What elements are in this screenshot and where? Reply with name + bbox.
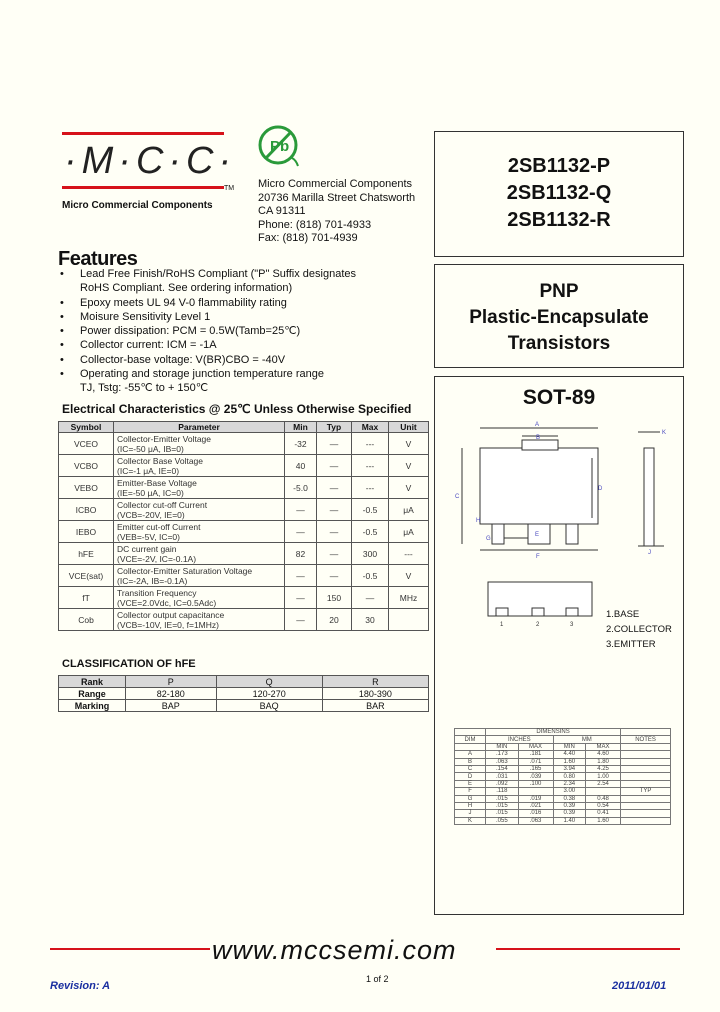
ec-col-header: Parameter [114,422,285,433]
logo-bottom-bar [62,186,224,189]
footer-top-bar [50,948,210,950]
ec-row [59,433,429,455]
classification-table [58,675,429,712]
ec-symbol: hFE [59,543,114,565]
ec-max: -0.5 [352,499,389,521]
ec-max: — [352,587,389,609]
ec-max: 30 [352,609,389,631]
dim-cell: .181 [518,751,553,758]
bullet: • [60,268,64,280]
dim-cell [621,795,671,802]
dim-cell: .021 [518,802,553,809]
ec-typ: — [317,499,352,521]
ec-unit: V [389,477,429,499]
dim-cell [586,788,621,795]
dim-header: NOTES [621,736,671,743]
ec-parameter-name: Emitter-Base Voltage [117,477,197,488]
ec-symbol: ICBO [59,499,114,521]
description-line: Transistors [507,333,611,354]
dim-cell: .019 [518,795,553,802]
feature-text: Collector current: ICM = -1A [80,339,217,352]
bullet: • [60,339,64,352]
ec-min: — [285,609,317,631]
description-line: Plastic-Encapsulate [469,307,649,328]
classification-key: Marking [59,700,126,712]
dim-cell: 0.48 [586,795,621,802]
dim-label: D [598,486,603,492]
ec-row [59,565,429,587]
dim-cell: 1.40 [553,817,585,824]
classification-value: Q [216,676,322,688]
dim-cell: .092 [486,780,518,787]
ec-parameter-name: Collector cut-off Current [117,499,208,510]
dim-cell: C [455,765,486,772]
dim-cell: 2.54 [586,780,621,787]
dim-cell: .015 [486,810,518,817]
dim-cell: 0.39 [553,810,585,817]
dim-cell: 0.38 [553,795,585,802]
ec-parameter [114,499,285,521]
ec-parameter-name: Collector output capacitance [117,609,225,620]
dim-cell: .016 [518,810,553,817]
ec-unit: MHz [389,587,429,609]
dim-label: G [486,536,491,542]
ec-col-header: Symbol [59,422,114,433]
classification-value: BAP [126,700,217,712]
dim-row [455,758,671,765]
classification-value: R [322,676,428,688]
bullet: • [60,368,64,381]
dim-cell: .154 [486,765,518,772]
lead-free-badge-icon [258,124,302,168]
dim-cell: .031 [486,773,518,780]
dim-cell: .015 [486,802,518,809]
feature-item [60,296,440,310]
dim-table-title: DIMENSINS [486,729,621,736]
feature-text: Moisure Sensitivity Level 1 [80,310,211,323]
ec-parameter [114,455,285,477]
dim-label: B [536,435,541,441]
ec-parameter-name: DC current gain [117,543,177,554]
ec-parameter-condition: (IC=-50 μA, IB=0) [117,443,184,454]
dim-row [455,751,671,758]
dim-cell: 4.60 [586,751,621,758]
dim-cell: J [455,810,486,817]
bullet: • [60,353,64,366]
package-title: SOT-89 [522,386,596,409]
logo-company-name: Micro Commercial Components [62,200,213,211]
ec-min: -32 [285,433,317,455]
dim-cell: 4.25 [586,765,621,772]
address-fax: Fax: (818) 701-4939 [258,232,358,244]
ec-max: --- [352,433,389,455]
ec-symbol: Cob [59,609,114,631]
address-line: CA 91311 [258,205,306,217]
dim-cell: .100 [518,780,553,787]
part-number-box [434,131,684,257]
ec-parameter [114,543,285,565]
pin-label: 1.BASE [606,609,640,620]
dim-cell: .071 [518,758,553,765]
dim-row [455,765,671,772]
dim-cell: D [455,773,486,780]
ec-parameter [114,609,285,631]
address-phone: Phone: (818) 701-4933 [258,218,372,231]
dim-row [455,780,671,787]
feature-item [60,367,440,381]
feature-item [60,338,440,352]
dim-cell: .063 [518,817,553,824]
ec-min: 40 [285,455,317,477]
dim-subheader: MAX [518,743,553,750]
ec-typ: — [317,543,352,565]
logo-top-bar [62,132,224,135]
dim-label: C [455,494,460,500]
pin-number: 3 [570,622,574,628]
dim-cell [621,780,671,787]
dim-cell [621,751,671,758]
footer-bottom-bar [496,948,680,950]
feature-text: Collector-base voltage: V(BR)CBO = -40V [80,353,286,366]
dim-cell [621,765,671,772]
dim-cell: 1.80 [586,758,621,765]
feature-item [60,381,440,395]
feature-item [60,267,440,281]
feature-text: Power dissipation: PCM = 0.5W(Tamb=25℃) [80,325,301,338]
ec-max: -0.5 [352,565,389,587]
ec-min: — [285,499,317,521]
ec-symbol: VEBO [59,477,114,499]
dim-cell: .039 [518,773,553,780]
dim-cell [518,788,553,795]
feature-item [60,310,440,324]
dim-row [455,810,671,817]
dim-cell [621,758,671,765]
ec-parameter-condition: (IE=-50 μA, IC=0) [117,487,184,498]
ec-parameter-condition: (VCB=-20V, IE=0) [117,509,185,520]
dim-row [455,817,671,824]
dim-cell: 3.00 [553,788,585,795]
ec-row [59,455,429,477]
ec-row [59,521,429,543]
ec-min: -5.0 [285,477,317,499]
ec-col-header: Unit [389,422,429,433]
classification-row [59,700,429,712]
ec-parameter-name: Collector-Emitter Voltage [117,433,212,444]
dimensions-table [454,728,671,825]
classification-value: 120-270 [216,688,322,700]
ec-row [59,609,429,631]
ec-heading: Electrical Characteristics @ 25℃ Unless Otherwise Specified [62,402,412,416]
dim-cell: 0.39 [553,802,585,809]
pin-number: 1 [500,622,504,628]
ec-typ: 20 [317,609,352,631]
ec-parameter [114,587,285,609]
ec-parameter-condition: (VCE=-2V, IC=-0.1A) [117,553,197,564]
dim-cell: G [455,795,486,802]
features-heading: Features [58,248,138,270]
ec-min: — [285,565,317,587]
dim-cell: 1.60 [553,758,585,765]
revision-label: Revision: A [50,980,111,992]
feature-item [60,353,440,367]
dim-cell [621,817,671,824]
classification-key: Range [59,688,126,700]
ec-parameter [114,565,285,587]
dim-cell [621,802,671,809]
ec-parameter-condition: (IC=-1 μA, IE=0) [117,465,180,476]
dim-row [455,788,671,795]
classification-row [59,676,429,688]
pin-number: 2 [536,622,540,628]
feature-text: Lead Free Finish/RoHS Compliant ("P" Suffix designates [80,268,357,280]
ec-max: 300 [352,543,389,565]
ec-unit: μA [389,499,429,521]
revision-date: 2011/01/01 [612,980,667,992]
dim-cell: .173 [486,751,518,758]
dim-cell: 0.54 [586,802,621,809]
dim-header: MM [553,736,620,743]
ec-typ: — [317,433,352,455]
dim-cell: 2.34 [553,780,585,787]
feature-text: TJ, Tstg: -55℃ to + 150℃ [80,382,209,395]
classification-value: 82-180 [126,688,217,700]
pin-label: 2.COLLECTOR [606,624,672,635]
ec-min: — [285,587,317,609]
ec-parameter-name: Collector Base Voltage [117,455,203,466]
dim-label: K [662,430,667,436]
dim-label: H [476,518,481,524]
classification-heading: CLASSIFICATION OF hFE [62,658,196,670]
ec-unit: V [389,565,429,587]
classification-value: P [126,676,217,688]
ec-row [59,477,429,499]
dim-row [455,802,671,809]
classification-value: BAR [322,700,428,712]
ec-parameter [114,477,285,499]
dim-cell: .015 [486,795,518,802]
ec-max: -0.5 [352,521,389,543]
address-line: 20736 Marilla Street Chatsworth [258,191,416,204]
ec-symbol: VCEO [59,433,114,455]
feature-text: Operating and storage junction temperature range [80,368,324,381]
ec-col-header: Max [352,422,389,433]
ec-unit: μA [389,521,429,543]
ec-parameter-condition: (VCB=-10V, IE=0, f=1MHz) [117,619,219,630]
dim-row [455,773,671,780]
ec-min: — [285,521,317,543]
classification-value: 180-390 [322,688,428,700]
bullet: • [60,310,64,323]
dim-header: INCHES [486,736,553,743]
ec-row [59,587,429,609]
dim-cell: B [455,758,486,765]
feature-text: RoHS Compliant. See ordering information) [80,282,293,295]
dim-row [455,795,671,802]
description-box [434,264,684,368]
ec-symbol: IEBO [59,521,114,543]
dim-cell: K [455,817,486,824]
address-line: Micro Commercial Components [258,178,413,190]
ec-row [59,499,429,521]
dim-cell: A [455,751,486,758]
dim-subheader: MAX [586,743,621,750]
dim-cell: .165 [518,765,553,772]
ec-parameter-condition: (IC=-2A, IB=-0.1A) [117,575,188,586]
dim-label: E [535,532,540,538]
ec-parameter [114,521,285,543]
dim-cell: 0.41 [586,810,621,817]
dim-cell: .055 [486,817,518,824]
ec-row [59,543,429,565]
dim-subheader: MIN [553,743,585,750]
page-number: 1 of 2 [366,974,389,984]
dim-cell: E [455,780,486,787]
dim-cell: 3.94 [553,765,585,772]
ec-parameter-name: Transition Frequency [117,587,197,598]
ec-col-header: Min [285,422,317,433]
feature-text: Epoxy meets UL 94 V-0 flammability rating [80,296,287,309]
ec-symbol: fT [59,587,114,609]
company-address [258,178,415,246]
ec-max: --- [352,477,389,499]
ec-parameter-name: Collector-Emitter Saturation Voltage [117,565,253,576]
ec-parameter-name: Emitter cut-off Current [117,521,201,532]
classification-value: BAQ [216,700,322,712]
dim-cell: F [455,788,486,795]
ec-unit: V [389,433,429,455]
ec-typ: — [317,477,352,499]
trademark-mark: TM [224,185,235,192]
part-number: 2SB1132-R [507,209,611,231]
ec-unit [389,609,429,631]
classification-key: Rank [59,676,126,688]
dim-cell: .063 [486,758,518,765]
website-url: www.mccsemi.com [212,935,457,965]
feature-item [60,324,440,338]
ec-col-header: Typ [317,422,352,433]
part-number: 2SB1132-Q [506,182,612,204]
classification-row [59,688,429,700]
dim-cell: 1.00 [586,773,621,780]
electrical-characteristics-table [58,421,429,631]
ec-typ: — [317,521,352,543]
dim-label: A [535,422,540,428]
pin-label: 3.EMITTER [606,639,656,650]
ec-parameter [114,433,285,455]
ec-unit: --- [389,543,429,565]
dim-label: J [648,550,651,556]
ec-symbol: VCBO [59,455,114,477]
ec-parameter-condition: (VCE=2.0Vdc, IC=0.5Adc) [117,597,217,608]
dim-subheader: MIN [486,743,518,750]
ec-symbol: VCE(sat) [59,565,114,587]
dim-header: DIM [455,736,486,743]
dim-cell: 0.80 [553,773,585,780]
ec-max: --- [352,455,389,477]
ec-min: 82 [285,543,317,565]
dim-cell [621,810,671,817]
bullet: • [60,325,64,338]
badge-text: Pb [270,138,290,155]
features-list [60,267,440,396]
pin-list [606,607,672,652]
mcc-logo: ·M·C·C· [64,140,237,182]
description-line: PNP [539,281,579,302]
ec-typ: 150 [317,587,352,609]
ec-unit: V [389,455,429,477]
dim-cell: 4.40 [553,751,585,758]
ec-typ: — [317,455,352,477]
feature-item [60,281,440,295]
dim-cell: .118 [486,788,518,795]
dim-cell: 1.60 [586,817,621,824]
dim-label: F [536,554,540,560]
part-number: 2SB1132-P [507,155,611,177]
bullet: • [60,296,64,309]
ec-typ: — [317,565,352,587]
dim-cell: TYP [621,788,671,795]
dim-cell: H [455,802,486,809]
ec-parameter-condition: (VEB=-5V, IC=0) [117,531,180,542]
dim-cell [621,773,671,780]
